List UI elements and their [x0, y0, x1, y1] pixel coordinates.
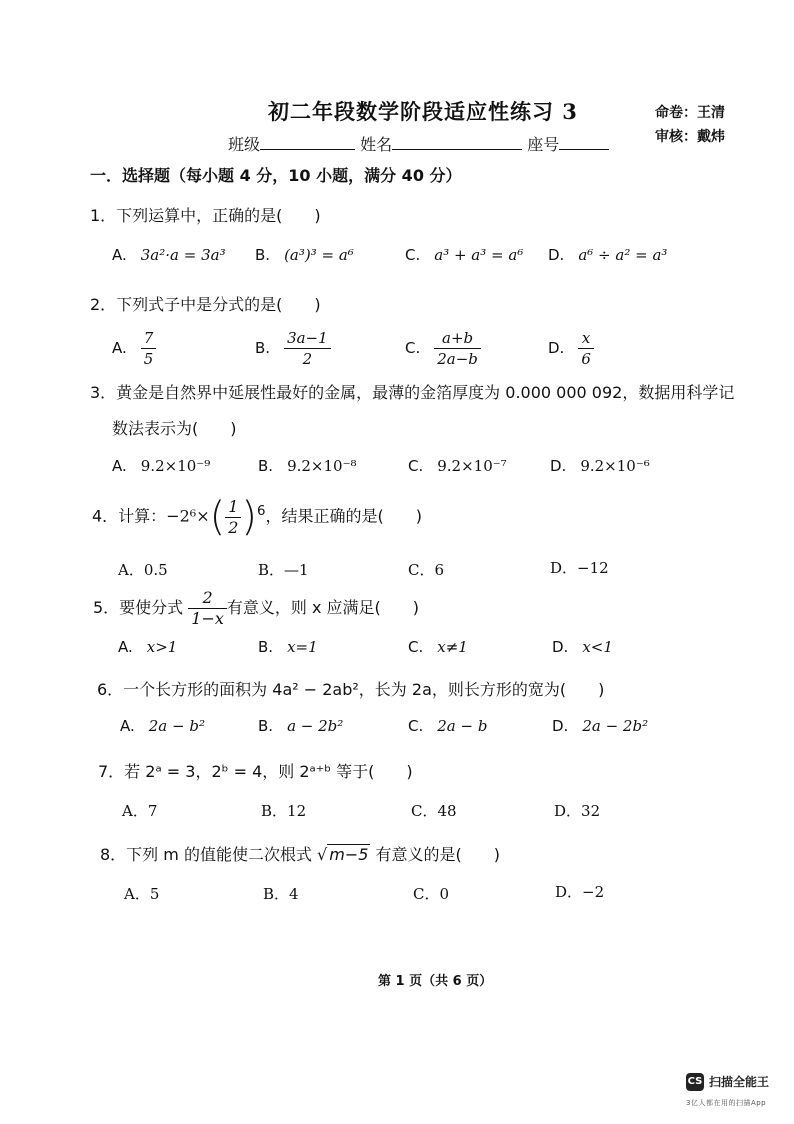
q8-option-c: C．0: [413, 885, 450, 903]
q3-option-a: A. 9.2×10⁻⁹: [112, 457, 211, 475]
q6-option-c: C. 2a − b: [408, 717, 488, 735]
q7-option-b: B．12: [261, 802, 307, 820]
credits: [655, 101, 725, 149]
page-footer: 第 1 页（共 6 页）: [378, 974, 493, 989]
q6-option-a: A. 2a − b²: [120, 717, 205, 735]
q1-stem: 1．下列运算中，正确的是( ): [90, 206, 321, 225]
student-info-fields: [228, 132, 609, 155]
name-label: 姓名: [360, 135, 393, 154]
q3-option-d: D. 9.2×10⁻⁶: [550, 457, 650, 475]
q5-stem: 5．要使分式 $\frac{2}{1-x}$ 有意义，则 x 应满足( ): [93, 588, 420, 628]
q8-option-d: D．−2: [555, 883, 605, 901]
q5-option-b: B. x=1: [258, 638, 318, 656]
q7-option-a: A．7: [122, 802, 158, 820]
q2-option-d: D. $\frac{x}{6}$: [548, 328, 594, 369]
q6-stem: 6．一个长方形的面积为 4a² − 2ab²，长为 2a，则长方形的宽为( ): [97, 680, 605, 699]
scanner-logo-icon: CS: [686, 1073, 704, 1091]
q7-option-d: D．32: [554, 802, 601, 820]
section-heading: 一．选择题（每小题 4 分，10 小题，满分 40 分）: [90, 166, 462, 185]
q3-option-c: C. 9.2×10⁻⁷: [408, 457, 507, 475]
q1-option-c: C. a³ + a³ = a⁶: [405, 246, 524, 264]
q2-option-a: A. $\frac{7}{5}$: [112, 328, 156, 369]
q8-option-b: B．4: [263, 885, 299, 903]
q1-option-b: B. (a³)³ = a⁶: [255, 246, 354, 264]
q6-option-b: B. a − 2b²: [258, 717, 344, 735]
q2-option-c: C. $\frac{a+b}{2a-b}$: [405, 328, 481, 369]
q7-option-c: C．48: [411, 802, 457, 820]
q1-option-d: D. a⁶ ÷ a² = a³: [548, 246, 668, 264]
q4-option-d: D．−12: [550, 559, 609, 577]
q6-option-d: D. 2a − 2b²: [552, 717, 649, 735]
q7-stem: 7．若 2ᵃ = 3，2ᵇ = 4，则 2ᵃ⁺ᵇ 等于( ): [98, 762, 413, 781]
scanner-app-name: 扫描全能王: [709, 1075, 770, 1089]
scanner-tagline: 3亿人都在用的扫描App: [686, 1099, 767, 1107]
q3-stem-line1: 3．黄金是自然界中延展性最好的金属，最薄的金箔厚度为 0.000 000 092，数据用科学记: [90, 383, 735, 402]
q8-option-a: A．5: [124, 885, 160, 903]
q4-option-a: A．0.5: [118, 561, 168, 579]
q5-option-c: C. x≠1: [408, 638, 468, 656]
q1-option-a: A. 3a²·a = 3a³: [112, 246, 226, 264]
q2-stem: 2．下列式子中是分式的是( ): [90, 295, 321, 314]
q4-option-c: C．6: [408, 561, 445, 579]
exam-title: 初二年段数学阶段适应性练习 3: [268, 99, 578, 124]
setter-label: 命卷：王清: [655, 105, 725, 121]
class-blank[interactable]: [260, 133, 355, 150]
q4-option-b: B．—1: [258, 561, 309, 579]
seat-label: 座号: [527, 135, 560, 154]
q5-option-a: A. x>1: [118, 638, 178, 656]
reviewer-label: 审核：戴炜: [655, 129, 725, 145]
name-blank[interactable]: [392, 133, 522, 150]
seat-blank[interactable]: [559, 133, 609, 150]
q5-option-d: D. x<1: [552, 638, 613, 656]
q2-option-b: B. $\frac{3a-1}{2}$: [255, 328, 331, 369]
q4-stem: 4．计算：−2⁶×( $\frac{1}{2}$ )$^6$，结果正确的是( ): [92, 494, 422, 540]
q3-option-b: B. 9.2×10⁻⁸: [258, 457, 357, 475]
class-label: 班级: [228, 135, 261, 154]
q8-stem: 8．下列 m 的值能使二次根式 √ m−5 有意义的是( ): [100, 845, 501, 864]
q3-stem-line2: 数法表示为( ): [112, 419, 237, 438]
